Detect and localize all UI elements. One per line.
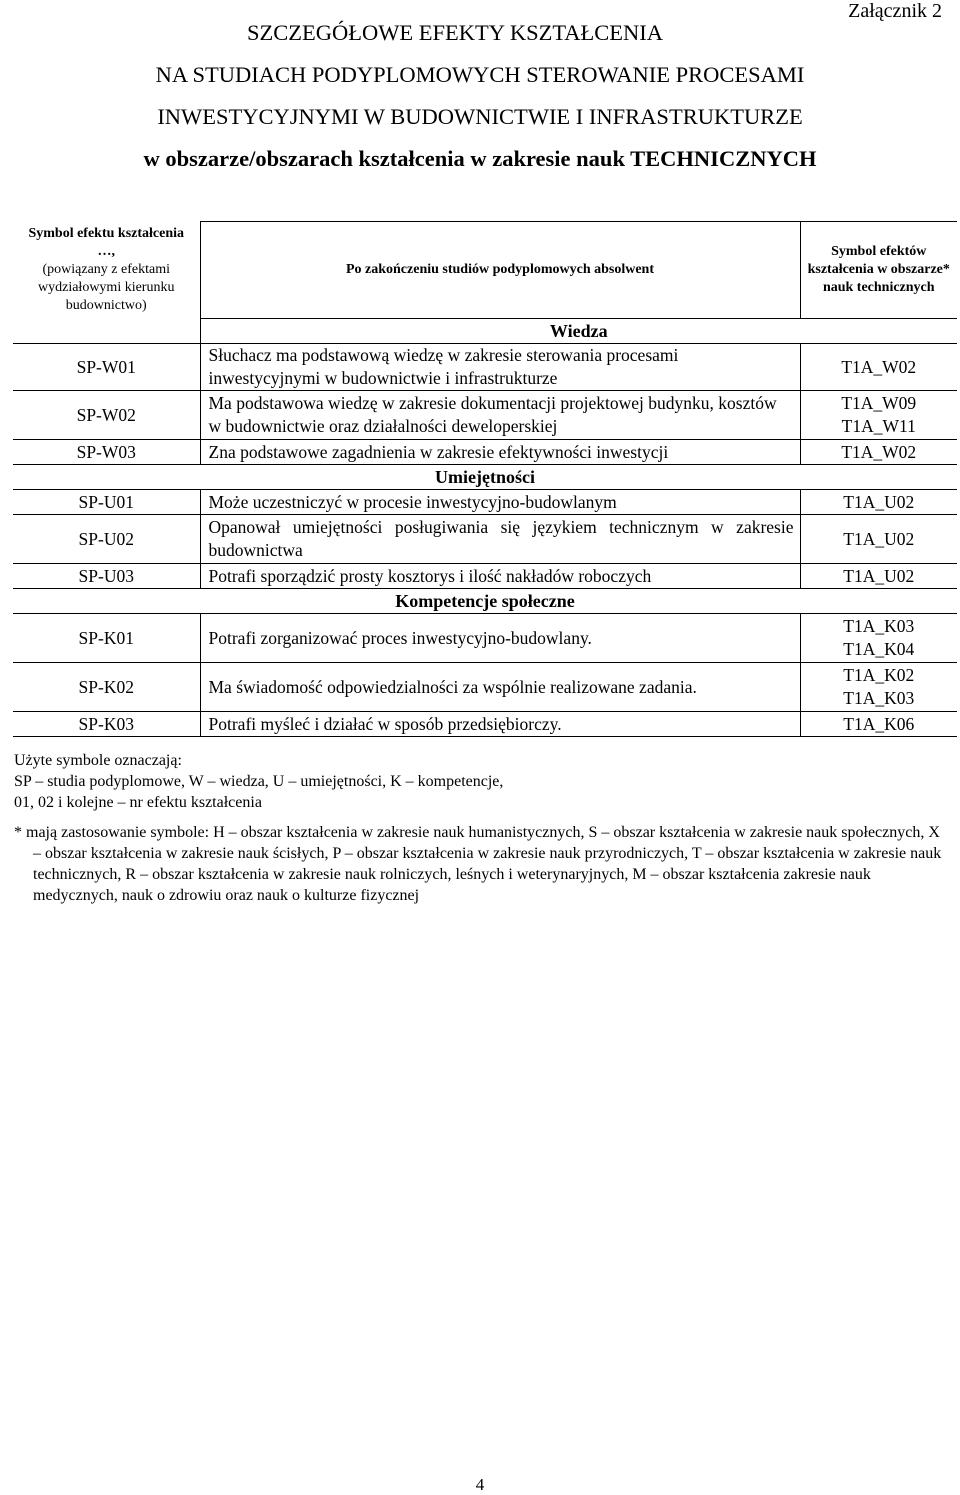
section-title-umiejetnosci: Umiejętności <box>13 465 957 490</box>
row-description: Potrafi sporządzić prosty kosztorys i ilość nakładów roboczych <box>200 564 800 589</box>
row-code: T1A_W02 <box>800 440 957 465</box>
row-code-2: T1A_K04 <box>843 639 915 659</box>
title-line-2: NA STUDIACH PODYPLOMOWYCH STEROWANIE PROCESAMI <box>155 62 805 87</box>
row-symbol: SP-U03 <box>13 564 200 589</box>
row-symbol: SP-K02 <box>13 663 200 712</box>
row-code-1: T1A_K02 <box>843 665 915 685</box>
page-number: 4 <box>475 1475 485 1494</box>
row-code-2: T1A_W11 <box>841 416 916 436</box>
table-row <box>13 712 957 737</box>
learning-outcomes-table <box>13 221 957 737</box>
row-description: Słuchacz ma podstawową wiedzę w zakresie sterowania procesami inwestycyjnymi w budownictwie i infrastrukturze <box>200 344 800 391</box>
legend-line-3: 01, 02 i kolejne – nr efektu kształcenia <box>14 794 262 811</box>
row-code: T1A_U02 <box>800 564 957 589</box>
section-title-wiedza: Wiedza <box>200 319 957 344</box>
table-row <box>13 564 957 589</box>
document-title <box>0 22 960 190</box>
title-line-3: INWESTYCYJNYMI W BUDOWNICTWIE I INFRASTRUKTURZE <box>157 104 803 129</box>
row-description: Opanował umiejętności posługiwania się językiem technicznym w zakresie budownictwa <box>200 515 800 564</box>
table-row <box>13 490 957 515</box>
legend-line-1: Użyte symbole oznaczają: <box>14 752 182 769</box>
section-row-wiedza <box>13 319 957 344</box>
header-description: Po zakończeniu studiów podyplomowych absolwent <box>200 222 800 319</box>
header-area-symbol: Symbol efektów kształcenia w obszarze* nauk technicznych <box>800 222 957 319</box>
row-description: Może uczestniczyć w procesie inwestycyjno-budowlanym <box>200 490 800 515</box>
row-code-1: T1A_W09 <box>841 393 917 413</box>
row-symbol: SP-W02 <box>13 391 200 440</box>
row-code <box>800 391 957 440</box>
table-row <box>13 440 957 465</box>
row-code-1: T1A_K03 <box>843 616 915 636</box>
row-symbol: SP-K03 <box>13 712 200 737</box>
row-description: Potrafi zorganizować proces inwestycyjno-budowlany. <box>200 614 800 663</box>
row-symbol: SP-W03 <box>13 440 200 465</box>
section-title-kompetencje: Kompetencje społeczne <box>13 589 957 614</box>
legend-footnote: * mają zastosowanie symbole: H – obszar kształcenia w zakresie nauk humanistycznych, S – obszar kształcenia w zakresie nauk społecznych, X – obszar kształcenia w zakresie nauk ścisłych, P – obszar kształcenia w zakresie nauk przyrodniczych, T – obszar kształcenia w zakresie nauk technicznych, R – obszar kształcenia w zakresie nauk rolniczych, leśnych i weterynaryjnych, M – obszar kształcenia zakresie nauk medycznych, nauk o zdrowiu oraz nauk o kulturze fizycznej <box>14 824 942 904</box>
annex-label: Załącznik 2 <box>848 0 942 22</box>
row-symbol: SP-W01 <box>13 344 200 391</box>
table-row <box>13 391 957 440</box>
table-row <box>13 663 957 712</box>
legend <box>14 750 944 906</box>
row-code: T1A_U02 <box>800 490 957 515</box>
row-code: T1A_W02 <box>800 344 957 391</box>
table-row <box>13 515 957 564</box>
row-symbol: SP-U01 <box>13 490 200 515</box>
table-header-row <box>13 222 957 319</box>
row-description: Zna podstawowe zagadnienia w zakresie efektywności inwestycji <box>200 440 800 465</box>
section-row-umiejetnosci <box>13 465 957 490</box>
row-code: T1A_K06 <box>800 712 957 737</box>
section-row-kompetencje <box>13 589 957 614</box>
row-code <box>800 663 957 712</box>
header-symbol-rest: (powiązany z efektami wydziałowymi kierunku budownictwo) <box>38 261 175 314</box>
header-symbol <box>13 222 200 319</box>
row-description: Potrafi myśleć i działać w sposób przedsiębiorczy. <box>200 712 800 737</box>
title-line-4: w obszarze/obszarach kształcenia w zakresie nauk TECHNICZNYCH <box>143 146 817 171</box>
header-symbol-bold: Symbol efektu kształcenia …, <box>28 225 185 259</box>
row-description: Ma świadomość odpowiedzialności za wspólnie realizowane zadania. <box>200 663 800 712</box>
legend-line-2: SP – studia podyplomowe, W – wiedza, U – umiejętności, K – kompetencje, <box>14 773 504 790</box>
row-code <box>800 614 957 663</box>
table-row <box>13 344 957 391</box>
row-description: Ma podstawowa wiedzę w zakresie dokumentacji projektowej budynku, kosztów w budownictwie oraz działalności deweloperskiej <box>200 391 800 440</box>
row-symbol: SP-K01 <box>13 614 200 663</box>
row-code: T1A_U02 <box>800 515 957 564</box>
row-symbol: SP-U02 <box>13 515 200 564</box>
title-line-1: SZCZEGÓŁOWE EFEKTY KSZTAŁCENIA <box>246 20 664 45</box>
table-row <box>13 614 957 663</box>
row-code-2: T1A_K03 <box>843 688 915 708</box>
